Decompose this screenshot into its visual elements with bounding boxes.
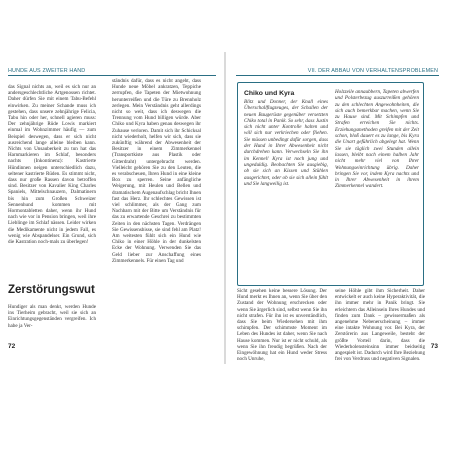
info-box-paragraph: Blitz und Donner, der Knall eines Überschallflugzeuges, der Schallen der neuen Baugerüste gegenüber versetzten Chiko total in Panik. So sehr, dass Justin sich nicht unter Kontrolle halten und will sich nur verkriechen oder fliehen. Sie müssen unbedingt dafür sorgen, dass der Hund in Ihrer Abwesenheit nicht durchdrehen kann. Verwechseln Sie ihn im Kennel! Kyra ist noch jung und ungeduldig. Beobachten Sie ausgiebig, ob sie sich an Kissen und Stühlen ausgerichtet, oder ob sie sich allein fühlt und Sie langweilig ist. [244,99,328,187]
running-head-left: HUNDE AUS ZWEITER HAND [8,68,86,74]
info-box-paragraph: Holzzeile annaubbern, Tapeten abwerfen und Polsterbezug auszurreißen gehören zu den schlechten Angewohnheiten, die sich auch bemerkbar machen, wenn Sie zu Hause sind. Mit Schimpfen und Strafen erreichen Sie nichts. Erziehungsmethoden greifen mit der Zeit schon, bloß dauert es zu lange, bis Kyra die Unart geführlich abgelegt hat. Wenn Sie sie täglich zwei Stunden allein lassen, bleibt nach einem halben Jahr nicht mehr viel von Ihrer Wohnungseinrichtung übrig. Daher bringen Sie vor, indem Kyra nachts und in Ihrer Abwesenheit in ihrem Zimmerkennel wandert. [335,89,419,190]
paragraph: Hundiger als man denkt, werden Hunde ins Tierheim gebracht, weil sie sich an Einrichtungsgegenständen vergreifen. Ich habe ja Ver- [8,304,96,329]
paragraph: Sicht gesehen keine bessere Lösung. Der Hund merkt es Ihnen an, wenn Sie über den Zustand der Wohnung erschrecken oder wenn Sie ärgerlich sind, selbst wenn Sie ihn nicht strafen. Für ihn ist es unverständlich, dass Sie beim Wiedersehen mit ihm schimpfen. Der schimmste Moment im Leben des Hundes ist daher, wenn Sie nach Hause kommen. Nur ist er nicht schuld, als wenn Sie ihn freudig begrüßen. Nach der Eingewöhnung hat ein Hund weder Stress noch Unruhe, [237,288,327,363]
right-page [226,52,450,364]
right-page-column-2 [335,288,425,363]
paragraph: ständnis dafür, dass es nicht angeht, dass Hunde neue Möbel ankratzen, Teppiche zerrupfen, die Tapeten der Mietwohnung herunterreißen und die Türe zu Brennholz zerlegen. Mein Verständnis geht allerdings nicht so weit, dass ich deswegen die Trennung vom Hund billigen würde. Aber Chiko und Kyra haben genau deswegen ihr Zuhause verloren. Damit sich ihr Schicksal nicht wiederholt, helfen wir sich, dass sie zukünftig während der Abwesenheit der Besitzer in einem Zimmerkennel (Transportkiste aus Plastik oder Gitterdraht) untergebracht werden. Vielleicht gehören Sie zu den Leuten, die es verabscheuen, Ihren Hund in eine kleine Box zu sperren. Seine anfängliche Weigerung, mit Heulen und Bellen und dramatischem Augenaufschlag bricht Ihnen fast das Herz. Ihr schlechtes Gewissen ist viel schlimmer, als der Gang zum Nachbarn mit der Bitte um Verständnis für das zu erwartende Geschrei zu bestimmten Zeiten in den nächsten Tagen. Verdrängen Sie Gewissensbisse, sie sind fehl am Platz! Am weitesten fühlt sich ein Hund wie Chiko in einer Höhle in der dunkelsten Ecke der Wohnung. Verwenden Sie das Geld lieber zur Anschaffung eines Zimmerkennels. Für einen Tag und [112,78,201,264]
header-rule-right [236,75,439,76]
page-number-left: 72 [8,343,16,350]
book-spread [0,52,450,364]
info-box [237,82,424,286]
left-page-column-2 [112,78,201,340]
paragraph: seine Höhle gibt ihm Sicherheit. Daher entwickelt er auch keine Hyperaktivität, die ihn immer mehr in Panik bringt. Sie erleichtern das Alleinsein Ihres Hundes und finden zum Dank – gewissermaßen als angenehme Nebenerscheinung – immer eine intakte Wohnung vor. Bei Kyra, der Zerstörerin aus Langeweile, besteht der größte Vorteil darin, dass die Wiederholensteinsinn immer beidseitig angespielt ist. Dadurch wird Ihre Beziehung frei von Verdruss und negativen Signalen. [335,288,425,363]
running-head-right: VII. DER ABBAU VON VERHALTENSPROBLEMEN [307,68,438,74]
section-heading: Zerstörungswut [8,284,95,296]
paragraph: das Signal nichts an, weil es sich nur an andersgeschlechtliche Artgenossen richtet. Daher dürfen Sie mit einem Tabu-Befehl einwirken. Zu meiner Schande muss ich gestehen, dass unsere zehnjährige Felicia, Tabu hin oder her, schnell agieren muss: Der zehnjährige Rüde Lowis markiert einmal im Wohnzimmer häufig — zum Beispiel deswegen, dass er sich nicht ausreichend lange alleine bleiben kann. Nichts von Unsauberkeit zu tun hat das Harnmarkieren im Schlaf, besonders nachts (Inkontinenz): Kastrierte Hündinnen neigen unterschiedlich dazu, seltener kastrierte Rüden. Es stimmt nicht, dass nur große Rassen davon betroffen sind. Besitzer von Kavalier King Charles Spaniels, Mittelschnauzern, Dalmatinern bis hin zum Großen Schweizer Sennenhund kommen mit Hormontabletten daher, wenn ihr Hund nach wie vor in Pension bringen, weil ihre Lieblinge im Schlaf nässen. Leider wirken die Medikamente nicht in jedem Fall, es wenig wie Abspandelser. Ein Grund, sich die Kastration noch-mals zu überlegen! [8,84,96,246]
page-number-right: 73 [430,343,438,350]
left-page [0,52,224,364]
info-box-column-1 [244,89,328,187]
header-rule-left [8,75,216,76]
left-page-column-1-bottom [8,304,96,341]
info-box-column-2 [335,89,419,190]
right-page-column-1 [237,288,327,363]
info-box-title: Chiko und Kyra [244,90,295,97]
